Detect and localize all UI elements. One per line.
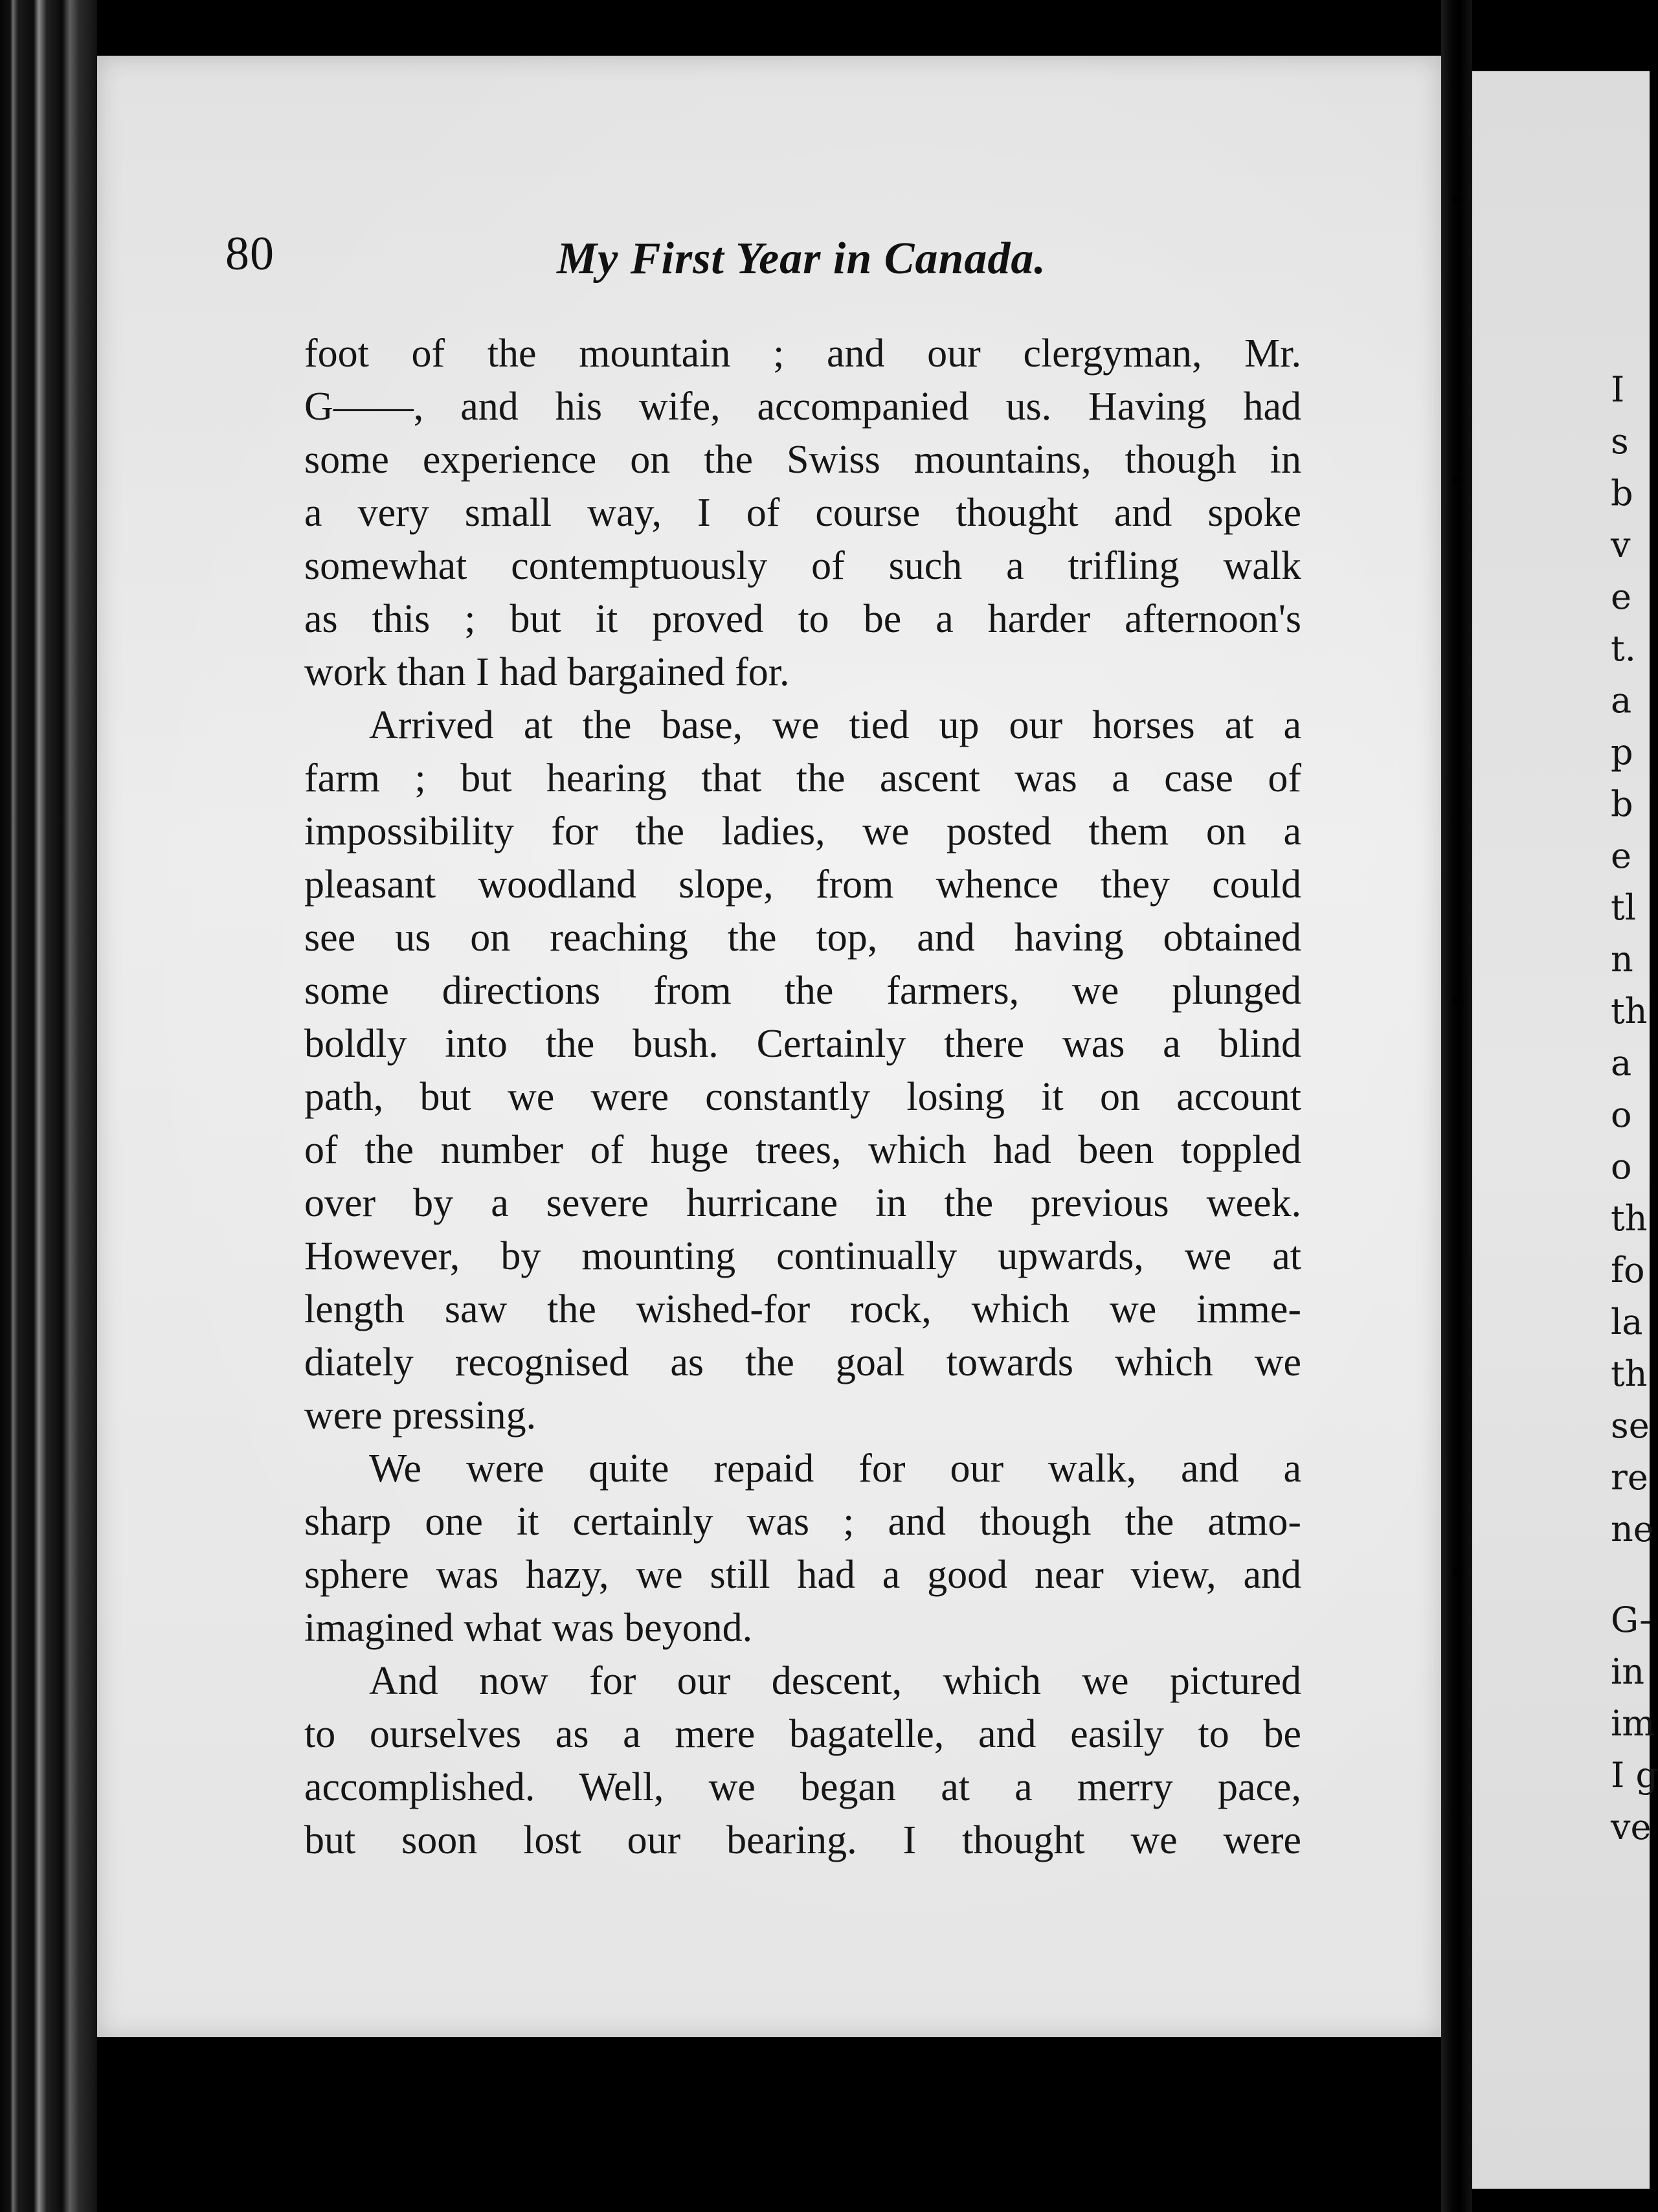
adjacent-text-fragment: o: [1611, 1094, 1632, 1135]
body-text: [304, 327, 1301, 1867]
adjacent-text-fragment: n: [1611, 939, 1633, 980]
adjacent-text-fragment: t.: [1611, 628, 1636, 669]
text-line: And now for our descent, which we pictured: [369, 1659, 1301, 1703]
adjacent-text-fragment: th: [1611, 1353, 1648, 1394]
adjacent-text-fragment: ne: [1611, 1509, 1654, 1550]
adjacent-text-fragment: v: [1611, 525, 1631, 565]
adjacent-text-fragment: ve: [1611, 1807, 1652, 1847]
text-line: some experience on the Swiss mountains, though in: [304, 438, 1301, 482]
running-title: My First Year in Canada.: [557, 234, 1046, 284]
adjacent-text-fragment: fo: [1611, 1250, 1645, 1291]
adjacent-text-fragment: I: [1611, 369, 1625, 410]
adjacent-text-fragment: s: [1611, 421, 1629, 462]
text-line: G——, and his wife, accompanied us. Having had: [304, 385, 1301, 429]
adjacent-text-fragment: e: [1611, 835, 1631, 876]
binding-edge: [0, 0, 97, 2212]
adjacent-text-fragment: th: [1611, 991, 1648, 1032]
adjacent-text-fragment: se: [1611, 1405, 1650, 1446]
text-line: over by a severe hurricane in the previous week.: [304, 1181, 1301, 1225]
text-line: of the number of huge trees, which had been toppled: [304, 1128, 1301, 1172]
adjacent-text-fragment: p: [1611, 732, 1633, 773]
text-line: length saw the wished-for rock, which we imme-: [304, 1287, 1301, 1331]
text-line: We were quite repaid for our walk, and a: [369, 1447, 1301, 1491]
gutter-mark: [1453, 476, 1462, 485]
text-line: see us on reaching the top, and having obtained: [304, 916, 1301, 960]
gutter-mark: [1453, 997, 1462, 1006]
text-line: a very small way, I of course thought and spoke: [304, 491, 1301, 535]
text-line: sharp one it certainly was ; and though the atmo-: [304, 1500, 1301, 1544]
adjacent-page: [1472, 71, 1658, 2189]
adjacent-text-fragment: la: [1611, 1302, 1643, 1342]
text-line: as this ; but it proved to be a harder afternoon's: [304, 597, 1301, 641]
page-gutter: [1441, 0, 1472, 2212]
text-line: to ourselves as a mere bagatelle, and easily to be: [304, 1712, 1301, 1756]
adjacent-text-fragment: b: [1611, 473, 1633, 514]
text-line: farm ; but hearing that the ascent was a case of: [304, 756, 1301, 800]
text-line: However, by mounting continually upwards, we at: [304, 1234, 1301, 1278]
adjacent-text-fragment: th: [1611, 1198, 1648, 1239]
adjacent-text-fragment: tl: [1611, 887, 1636, 928]
text-line: pleasant woodland slope, from whence they could: [304, 863, 1301, 907]
text-line: boldly into the bush. Certainly there was a blind: [304, 1022, 1301, 1066]
text-line: some directions from the farmers, we plunged: [304, 969, 1301, 1013]
adjacent-text-fragment: G-: [1611, 1599, 1652, 1640]
page-number: 80: [225, 227, 274, 280]
text-line: path, but we were constantly losing it on account: [304, 1075, 1301, 1119]
adjacent-text-fragment: a: [1611, 680, 1632, 721]
adjacent-text-fragment: b: [1611, 784, 1633, 824]
adjacent-text-fragment: in: [1611, 1651, 1645, 1692]
gutter-mark: [1453, 194, 1462, 203]
text-line: foot of the mountain ; and our clergyman, Mr.: [304, 332, 1301, 376]
text-line: Arrived at the base, we tied up our horses at a: [369, 703, 1301, 747]
text-line: accomplished. Well, we began at a merry pace,: [304, 1765, 1301, 1809]
adjacent-text-fragment: im: [1611, 1703, 1655, 1744]
gutter-mark: [1453, 1567, 1462, 1576]
text-line: diately recognised as the goal towards which we: [304, 1340, 1301, 1384]
adjacent-text-fragment: I g: [1611, 1755, 1658, 1796]
adjacent-text-fragment: o: [1611, 1146, 1632, 1187]
text-line: imagined what was beyond.: [304, 1606, 753, 1650]
text-line: sphere was hazy, we still had a good near view, and: [304, 1553, 1301, 1597]
text-line: impossibility for the ladies, we posted them on a: [304, 809, 1301, 853]
text-line: were pressing.: [304, 1394, 537, 1438]
adjacent-text-fragment: e: [1611, 576, 1631, 617]
text-line: but soon lost our bearing. I thought we were: [304, 1818, 1301, 1862]
text-line: work than I had bargained for.: [304, 650, 790, 694]
adjacent-text-fragment: re: [1611, 1457, 1648, 1498]
adjacent-text-fragment: a: [1611, 1043, 1632, 1083]
text-line: somewhat contemptuously of such a trifling walk: [304, 544, 1301, 588]
